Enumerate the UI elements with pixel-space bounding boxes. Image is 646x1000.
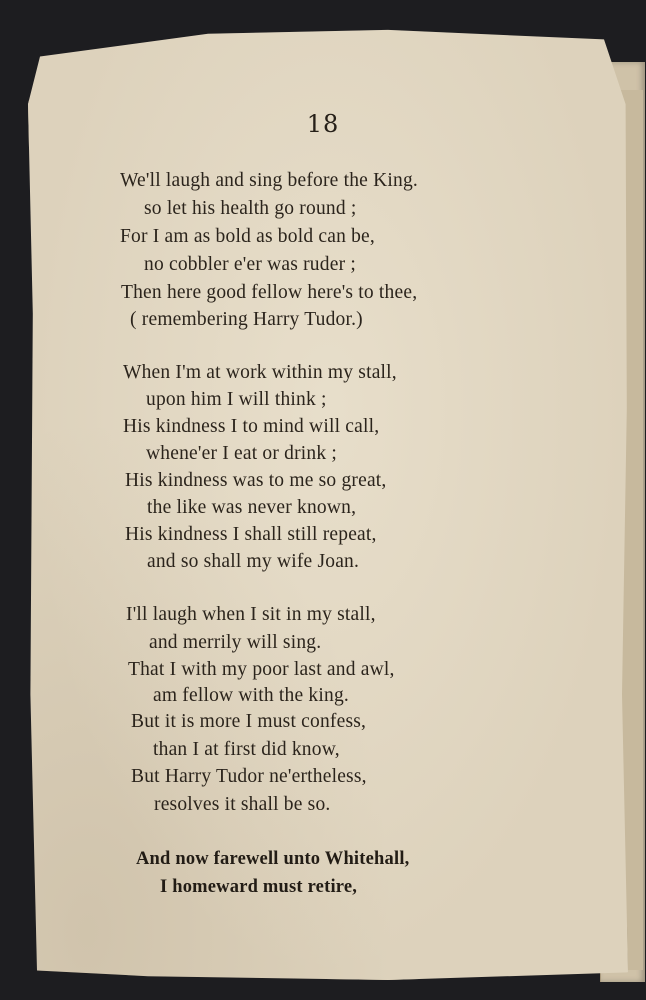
poem-line: resolves it shall be so. xyxy=(154,794,331,815)
poem-line: the like was never known, xyxy=(147,497,357,518)
page-number: 18 xyxy=(306,110,340,138)
poem-line: and merrily will sing. xyxy=(149,632,322,653)
poem-line: His kindness I to mind will call, xyxy=(123,416,380,437)
poem-line: no cobbler e'er was ruder ; xyxy=(144,254,356,275)
poem-line: I homeward must retire, xyxy=(160,877,358,897)
poem-line: But Harry Tudor ne'ertheless, xyxy=(131,766,367,787)
poem-line: His kindness I shall still repeat, xyxy=(125,524,377,545)
poem-line: And now farewell unto Whitehall, xyxy=(136,849,410,869)
poem-line: We'll laugh and sing before the King. xyxy=(120,170,418,191)
poem-line: I'll laugh when I sit in my stall, xyxy=(126,604,376,625)
poem-line: upon him I will think ; xyxy=(146,389,327,410)
poem-line: ( remembering Harry Tudor.) xyxy=(130,309,363,330)
poem-line: am fellow with the king. xyxy=(153,685,349,706)
poem-line: For I am as bold as bold can be, xyxy=(120,226,375,247)
poem-line: That I with my poor last and awl, xyxy=(128,659,395,680)
poem-line: But it is more I must confess, xyxy=(131,711,367,732)
poem-line: so let his health go round ; xyxy=(144,198,357,219)
poem-line: Then here good fellow here's to thee, xyxy=(121,282,418,303)
poem-line: than I at first did know, xyxy=(153,739,340,760)
poem-line: and so shall my wife Joan. xyxy=(147,551,360,572)
poem-line: His kindness was to me so great, xyxy=(125,470,387,491)
poem-line: When I'm at work within my stall, xyxy=(123,362,397,383)
poem-line: whene'er I eat or drink ; xyxy=(146,443,337,464)
